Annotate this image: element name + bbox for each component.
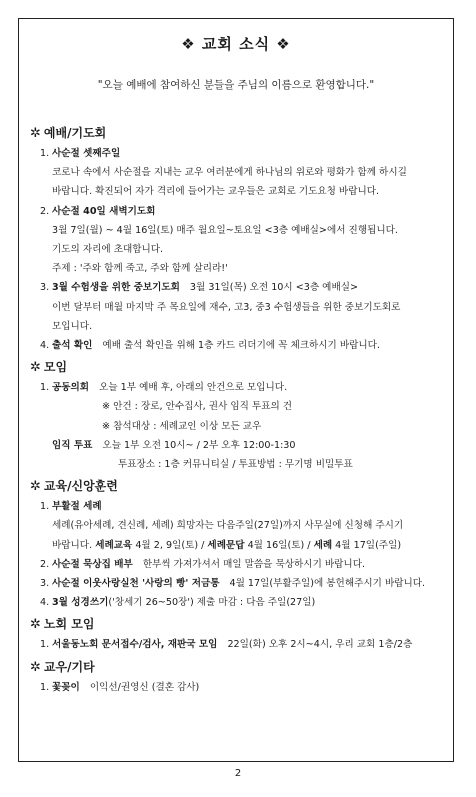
list-item: 1. 부활절 세례 (40, 501, 102, 513)
asterisk-icon: ✲ (30, 479, 41, 495)
asterisk-icon: ✲ (30, 360, 41, 376)
list-item: 4. 출석 확인 예배 출석 확인을 위해 1층 카드 리더기에 꼭 체크하시기 바랍니다. (40, 340, 380, 352)
list-item: 3. 3월 수험생을 위한 중보기도회 3월 31일(목) 오전 10시 <3층 예배실> (40, 282, 359, 294)
section-heading-meetings: ✲ 모임 (30, 360, 68, 376)
list-item: 임직 투표 오늘 1부 오전 10시~ / 2부 오후 12:00-1:30 (52, 439, 296, 451)
section-heading-members: ✲ 교우/기타 (30, 659, 95, 675)
list-item: 2. 사순절 묵상집 배부 한부씩 가져가셔서 매일 말씀을 묵상하시기 바랍니다. (40, 558, 366, 570)
asterisk-icon: ✲ (30, 126, 41, 141)
list-item: 1. 사순절 셋째주일 (40, 148, 121, 159)
page-number: 2 (234, 768, 242, 779)
item-text: 코로나 속에서 사순절을 지내는 교우 여러분에게 하나님의 위로와 평화가 함께 하시길 (52, 167, 407, 179)
news-content (30, 121, 448, 697)
page-title: ❖ 교회 소식 ❖ (181, 35, 291, 53)
section-heading-presbytery: ✲ 노회 모임 (30, 617, 95, 633)
item-text: 이번 달부터 매월 마지막 주 목요일에 재수, 고3, 중3 수험생들을 위한 중보기도회로 (52, 301, 401, 313)
asterisk-icon: ✲ (30, 659, 41, 675)
list-item: 4. 3월 성경쓰기('창세기 26~50장') 제출 마감 : 다음 주일(27일) (40, 597, 316, 609)
item-text: ※ 안건 : 장로, 안수집사, 권사 임직 투표의 건 (102, 401, 293, 413)
welcome-message: "오늘 예배에 참여하신 분들을 주님의 이름으로 환영합니다." (97, 79, 375, 91)
list-item: 1. 공동의회 오늘 1부 예배 후, 아래의 안건으로 모입니다. (40, 382, 288, 394)
item-text: 세례(유아세례, 견신례, 세례) 희망자는 다음주일(27일)까지 사무실에 신청해 주시기 (52, 520, 404, 532)
item-text: 바랍니다. 확진되어 자가 격리에 들어가는 교우들은 교회로 기도요청 바랍니다. (52, 186, 380, 198)
list-item: 1. 서울동노회 문서접수/검사, 재판국 모임 22일(화) 오후 2시~4시, 우리 교회 1층/2층 (40, 639, 413, 651)
item-text: 모입니다. (52, 320, 93, 332)
section-heading-worship: ✲ 예배/기도회 (30, 126, 107, 141)
item-text: 기도의 자리에 초대합니다. (52, 244, 164, 256)
item-text: 투표장소 : 1층 커뮤니티실 / 투표방법 : 무기명 비밀투표 (118, 459, 353, 471)
item-text: 3월 7일(월) ~ 4월 16일(토) 매주 월요일~토요일 <3층 예배실>에서 진행됩니다. (52, 224, 398, 236)
section-heading-education: ✲ 교육/신앙훈련 (30, 479, 118, 495)
item-text: ※ 참석대상 : 세례교인 이상 모든 교우 (102, 420, 262, 432)
list-item: 1. 꽃꽂이 이익선/권영신 (결혼 감사) (40, 681, 200, 693)
item-text: 바랍니다. 세례교육 4월 2, 9일(토) / 세례문답 4월 16일(토) / 세례 4월 17일(주일) (52, 539, 402, 551)
list-item: 2. 사순절 40일 새벽기도회 (40, 205, 156, 217)
bulletin-page (18, 18, 454, 762)
item-text: 주제 : '주와 함께 죽고, 주와 함께 살리라!' (52, 263, 228, 275)
list-item: 3. 사순절 이웃사랑실천 '사랑의 빵' 저금통 4월 17일(부활주일)에 봉헌해주시기 바랍니다. (40, 578, 426, 590)
asterisk-icon: ✲ (30, 617, 41, 633)
